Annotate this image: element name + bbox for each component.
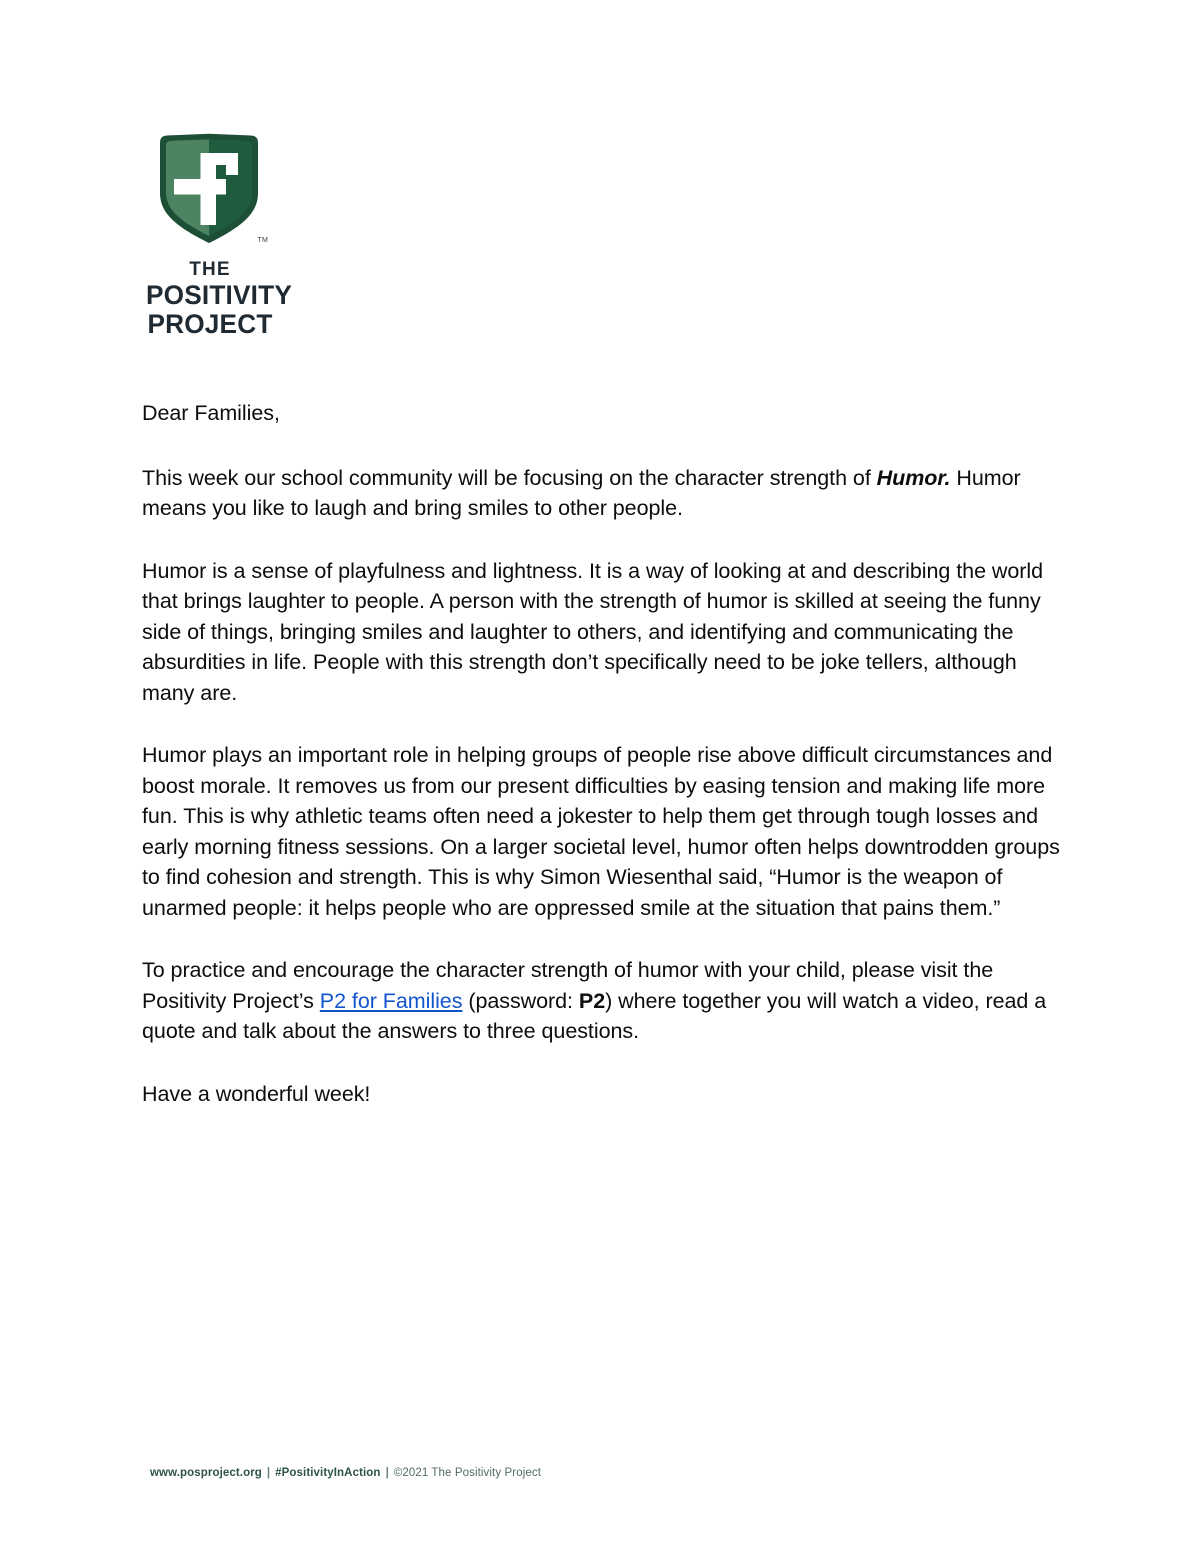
wordmark-line-the: THE: [189, 259, 231, 280]
logo-wordmark: [144, 259, 292, 339]
letter-body: [142, 398, 1072, 1109]
shield-icon: [154, 133, 264, 245]
paragraph-intro-after: Humor means you like to laugh and bring smiles to other people.: [142, 465, 1021, 520]
cta-middle-text: (password:: [462, 988, 579, 1013]
footer-website[interactable]: www.posproject.org: [150, 1467, 262, 1479]
positivity-project-logo: [142, 133, 302, 339]
p2-for-families-link[interactable]: P2 for Families: [319, 988, 463, 1013]
footer-separator-2: |: [385, 1467, 389, 1479]
paragraph-intro: [142, 463, 1072, 524]
trademark-symbol: TM: [257, 237, 268, 244]
character-strength-name: Humor.: [876, 465, 951, 490]
closing-line: Have a wonderful week!: [142, 1081, 371, 1106]
paragraph-definition: Humor is a sense of playfulness and lightness. It is a way of looking at and describing the world that brings laughter to people. A person with the strength of humor is skilled at seeing the funny side of things, bringing smiles and laughter to others, and identifying and communicating the absurdities in life. People with this strength don’t specifically need to be joke tellers, although many are.: [142, 558, 1044, 705]
password-value: P2: [578, 988, 606, 1013]
paragraph-call-to-action: [142, 955, 1072, 1047]
salutation: Dear Families,: [142, 401, 280, 425]
paragraph-importance: Humor plays an important role in helping groups of people rise above difficult circumstances and boost morale. It removes us from our present difficulties by easing tension and making life more fun. This is why athletic teams often need a jokester to help them get through tough losses and early morning fitness sessions. On a larger societal level, humor often helps downtrodden groups to find cohesion and strength. This is why Simon Wiesenthal said, “Humor is the weapon of unarmed people: it helps people who are oppressed smile at the situation that pains them.”: [142, 743, 1060, 920]
wordmark-line-positivity: POSITIVITY: [145, 280, 292, 310]
shield-logo-wrap: [154, 133, 268, 245]
footer-copyright: ©2021 The Positivity Project: [393, 1467, 541, 1479]
paragraph-intro-before: This week our school community will be focusing on the character strength of: [142, 465, 877, 490]
footer-hashtag: #PositivityInAction: [275, 1467, 381, 1479]
wordmark-line-project: PROJECT: [147, 309, 273, 339]
cta-after-text: ) where together you will watch a video, read a quote and talk about the answers to three questions.: [142, 988, 1047, 1043]
page-footer: [150, 1466, 541, 1480]
cta-before-text: To practice and encourage the character strength of humor with your child, please visit the Positivity Project’s: [142, 958, 994, 1013]
footer-separator-1: |: [266, 1467, 271, 1479]
